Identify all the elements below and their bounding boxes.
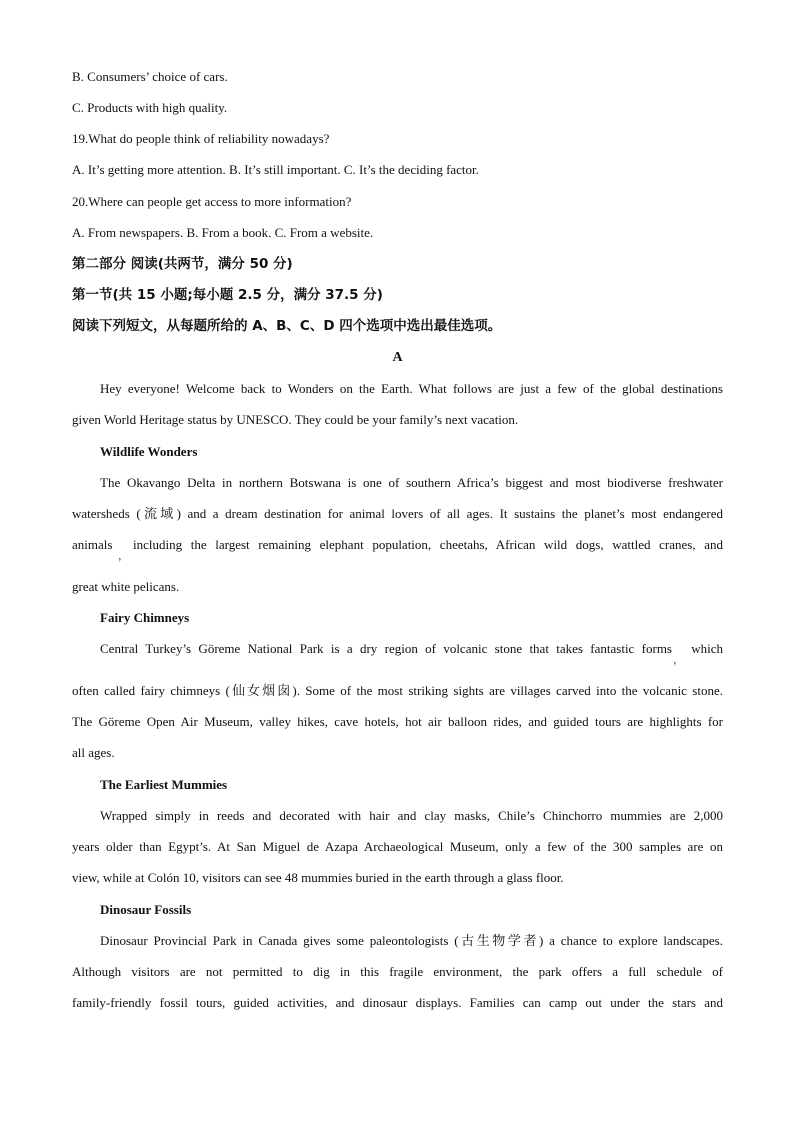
intro-line-2: given World Heritage status by UNESCO. They could be your family’s next vacation.	[72, 412, 519, 427]
part-title: 第二部分 阅读(共两节，满分 50 分)	[72, 256, 293, 272]
fossils-line-3: family-friendly fossil tours, guided activities, and dinosaur displays. Families can camp out under the stars and	[72, 995, 723, 1010]
chimneys-line-1-end: which	[691, 641, 723, 656]
mummies-line-1: Wrapped simply in reeds and decorated with hair and clay masks, Chile’s Chinchorro mummies are 2,000	[100, 808, 723, 823]
fossils-line-2: Although visitors are not permitted to dig in this fragile environment, the park offers a full schedule of	[72, 964, 723, 979]
chimneys-line-3: The Göreme Open Air Museum, valley hikes, cave hotels, hot air balloon rides, and guided tours are highlights for	[72, 714, 723, 729]
fossils-heading: Dinosaur Fossils	[100, 902, 192, 917]
stray-comma-1: ，	[118, 550, 129, 562]
wildlife-line-3-start: animals	[72, 537, 113, 552]
mummies-line-3: view, while at Colón 10, visitors can see 48 mummies buried in the earth through a glass floor.	[72, 870, 564, 885]
chimneys-line-4: all ages.	[72, 745, 115, 760]
q20-stem: 20.Where can people get access to more information?	[72, 194, 352, 209]
chimneys-heading: Fairy Chimneys	[100, 610, 190, 625]
wildlife-line-2: watersheds (流域) and a dream destination for animal lovers of all ages. It sustains the planet’s most endangered	[72, 506, 723, 521]
stray-comma-2: ，	[673, 654, 684, 666]
reading-instruction: 阅读下列短文，从每题所给的 A、B、C、D 四个选项中选出最佳选项。	[72, 318, 502, 334]
wildlife-line-1: The Okavango Delta in northern Botswana is one of southern Africa’s biggest and most biodiverse freshwater	[100, 475, 723, 490]
wildlife-line-4: great white pelicans.	[72, 579, 180, 594]
q20-options: A. From newspapers. B. From a book. C. From a website.	[72, 225, 374, 240]
wildlife-line-3-rest: including the largest remaining elephant population, cheetahs, African wild dogs, wattled cranes, and	[133, 537, 723, 552]
fossils-line-1: Dinosaur Provincial Park in Canada gives some paleontologists (古生物学者) a chance to explore landscapes.	[100, 933, 723, 948]
chimneys-line-1: Central Turkey’s Göreme National Park is a dry region of volcanic stone that takes fantastic forms	[100, 641, 672, 656]
wildlife-heading: Wildlife Wonders	[100, 444, 198, 459]
q18-option-b: B. Consumers’ choice of cars.	[72, 69, 228, 84]
q19-stem: 19.What do people think of reliability nowadays?	[72, 131, 330, 146]
mummies-line-2: years older than Egypt’s. At San Miguel de Azapa Archaeological Museum, only a few of the 300 samples are on	[72, 839, 723, 854]
q18-option-c: C. Products with high quality.	[72, 100, 228, 115]
chimneys-line-2: often called fairy chimneys (仙女烟囱). Some of the most striking sights are villages carved into the volcanic stone.	[72, 683, 723, 698]
q19-options: A. It’s getting more attention. B. It’s still important. C. It’s the deciding factor.	[72, 162, 479, 177]
subsection-title: 第一节(共 15 小题;每小题 2.5 分，满分 37.5 分)	[72, 287, 383, 303]
intro-line-1: Hey everyone! Welcome back to Wonders on the Earth. What follows are just a few of the global destinations	[100, 381, 723, 396]
passage-label: A	[392, 350, 403, 365]
mummies-heading: The Earliest Mummies	[100, 777, 228, 792]
